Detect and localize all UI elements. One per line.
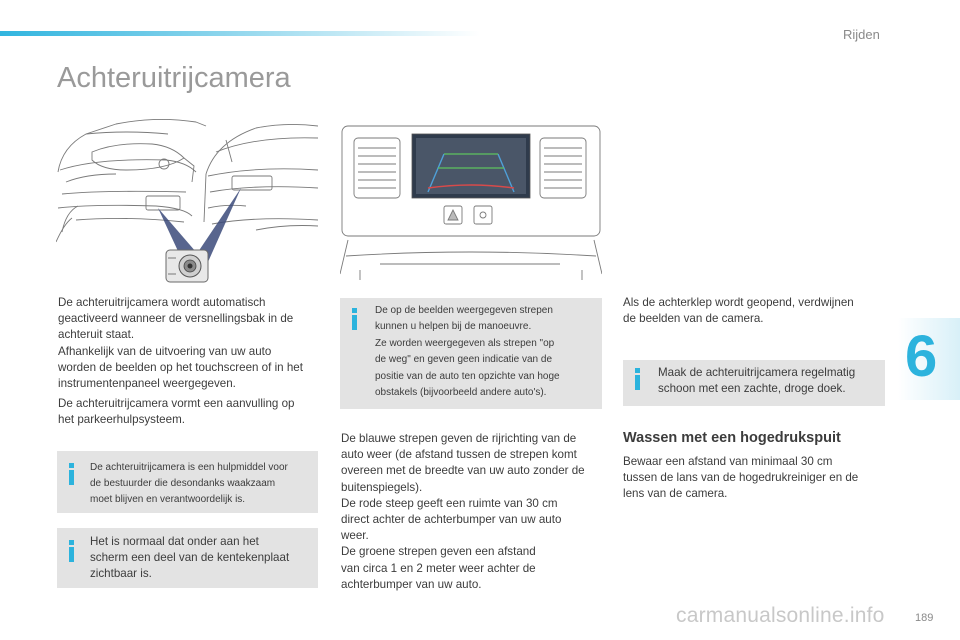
page-number: 189 bbox=[915, 612, 934, 624]
chapter-number: 6 bbox=[905, 324, 938, 389]
info-note-cleaning: Maak de achteruitrijcamera regelmatig schoon met een zachte, droge doek. bbox=[623, 360, 885, 406]
section-label: Rijden bbox=[843, 27, 880, 42]
header-accent-bar bbox=[0, 31, 480, 36]
page-title: Achteruitrijcamera bbox=[57, 62, 291, 94]
car-rear-illustration bbox=[56, 112, 318, 284]
info-icon bbox=[635, 368, 640, 390]
tailgate-paragraph: Als de achterklep wordt geopend, verdwijnen de beelden van de camera. bbox=[623, 296, 854, 326]
watermark: carmanualsonline.info bbox=[676, 604, 885, 627]
info-note-driver-aid: De achteruitrijcamera is een hulpmiddel voor de bestuurder die desondanks waakzaam moet blijven en verantwoordelijk is. bbox=[57, 451, 318, 513]
intro-paragraph: De achteruitrijcamera wordt automatisch geactiveerd wanneer de versnellingsbak in de achteruit staat. Afhankelijk van de uitvoering van uw auto worden de beelden op het touchscreen of in het instrumentenpaneel weergegeven. bbox=[58, 296, 303, 391]
info-icon bbox=[69, 463, 74, 485]
dashboard-screen-illustration bbox=[340, 124, 602, 280]
camera-icon bbox=[166, 250, 208, 282]
guide-lines-paragraph: De blauwe strepen geven de rijrichting van de auto weer (de afstand tussen de strepen komt overeen met de breedte van uw auto zonder de buitenspiegels). De rode steep geeft een ruimte van 30 cm direct achter de achterbumper van uw auto weer. De groene strepen geven een afstand van circa 1 en 2 meter weer achter de achterbumper van uw auto. bbox=[341, 432, 585, 591]
section-heading-high-pressure: Wassen met een hogedrukspuit bbox=[623, 430, 841, 446]
high-pressure-paragraph: Bewaar een afstand van minimaal 30 cm tussen de lans van de hogedrukreiniger en de lens van de camera. bbox=[623, 455, 859, 501]
parking-aid-paragraph: De achteruitrijcamera vormt een aanvulling op het parkeerhulpsysteem. bbox=[58, 397, 295, 427]
info-icon bbox=[352, 308, 357, 330]
info-note-guide-lines: De op de beelden weergegeven strepen kunnen u helpen bij de manoeuvre. Ze worden weergegeven als strepen "op de weg" en geven geen indicatie van de positie van de auto ten opzichte van hoge obstakels (bijvoorbeeld andere auto's). bbox=[340, 298, 602, 409]
info-note-license-plate: Het is normaal dat onder aan het scherm een deel van de kentekenplaat zichtbaar is. bbox=[57, 528, 318, 588]
info-icon bbox=[69, 540, 74, 562]
